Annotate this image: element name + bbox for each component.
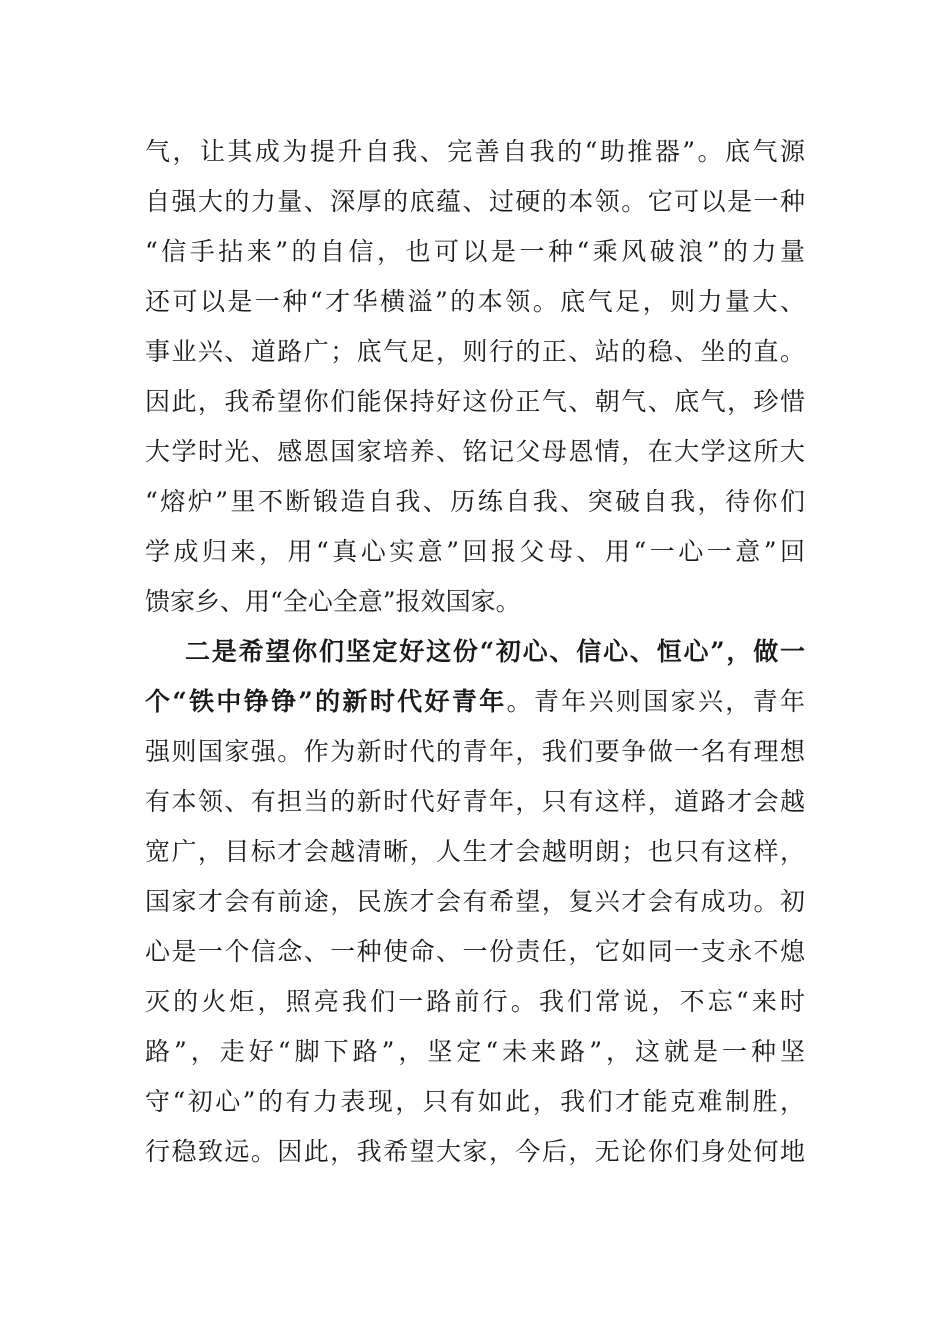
body-text-line: 有本领、有担当的新时代好青年，只有这样，道路才会越 [145, 787, 805, 816]
body-text-line: “熔炉”里不断锻造自我、历练自我、突破自我，待你们 [145, 487, 805, 516]
body-text-line: 因此，我希望你们能保持好这份正气、朝气、底气，珍惜 [145, 387, 805, 416]
body-text-line: 大学时光、感恩国家培养、铭记父母恩情，在大学这所大 [145, 437, 805, 466]
section-heading-continuation [145, 677, 805, 727]
body-text-line: 国家才会有前途，民族才会有希望，复兴才会有成功。初 [145, 887, 805, 916]
body-text-line: “信手拈来”的自信，也可以是一种“乘风破浪”的力量 [145, 237, 805, 266]
body-text-span: 。青年兴则国家兴，青年 [506, 687, 805, 716]
body-text-line: 路”，走好“脚下路”，坚定“未来路”，这就是一种坚 [145, 1037, 805, 1066]
body-text-line: 强则国家强。作为新时代的青年，我们要争做一名有理想 [145, 737, 805, 766]
body-text-line: 学成归来，用“真心实意”回报父母、用“一心一意”回 [145, 537, 805, 566]
body-text-line: 宽广，目标才会越清晰，人生才会越明朗；也只有这样， [145, 837, 805, 866]
body-text-line: 馈家乡、用“全心全意”报效国家。 [145, 587, 521, 616]
section-heading-tail: 个“铁中铮铮”的新时代好青年 [145, 687, 507, 716]
body-text-line: 还可以是一种“才华横溢”的本领。底气足，则力量大、 [145, 287, 805, 316]
body-text-line: 事业兴、道路广；底气足，则行的正、站的稳、坐的直。 [145, 337, 805, 366]
body-text-line: 气，让其成为提升自我、完善自我的“助推器”。底气源 [145, 137, 805, 166]
body-text-line: 灭的火炬，照亮我们一路前行。我们常说，不忘“来时 [145, 987, 805, 1016]
body-text-line: 行稳致远。因此，我希望大家，今后，无论你们身处何地 [145, 1137, 805, 1166]
body-text-line: 守“初心”的有力表现，只有如此，我们才能克难制胜， [145, 1087, 805, 1116]
section-heading-line: 二是希望你们坚定好这份“初心、信心、恒心”，做一 [185, 637, 805, 666]
body-text-line: 自强大的力量、深厚的底蕴、过硬的本领。它可以是一种 [145, 187, 805, 216]
body-text-line: 心是一个信念、一种使命、一份责任，它如同一支永不熄 [145, 937, 805, 966]
